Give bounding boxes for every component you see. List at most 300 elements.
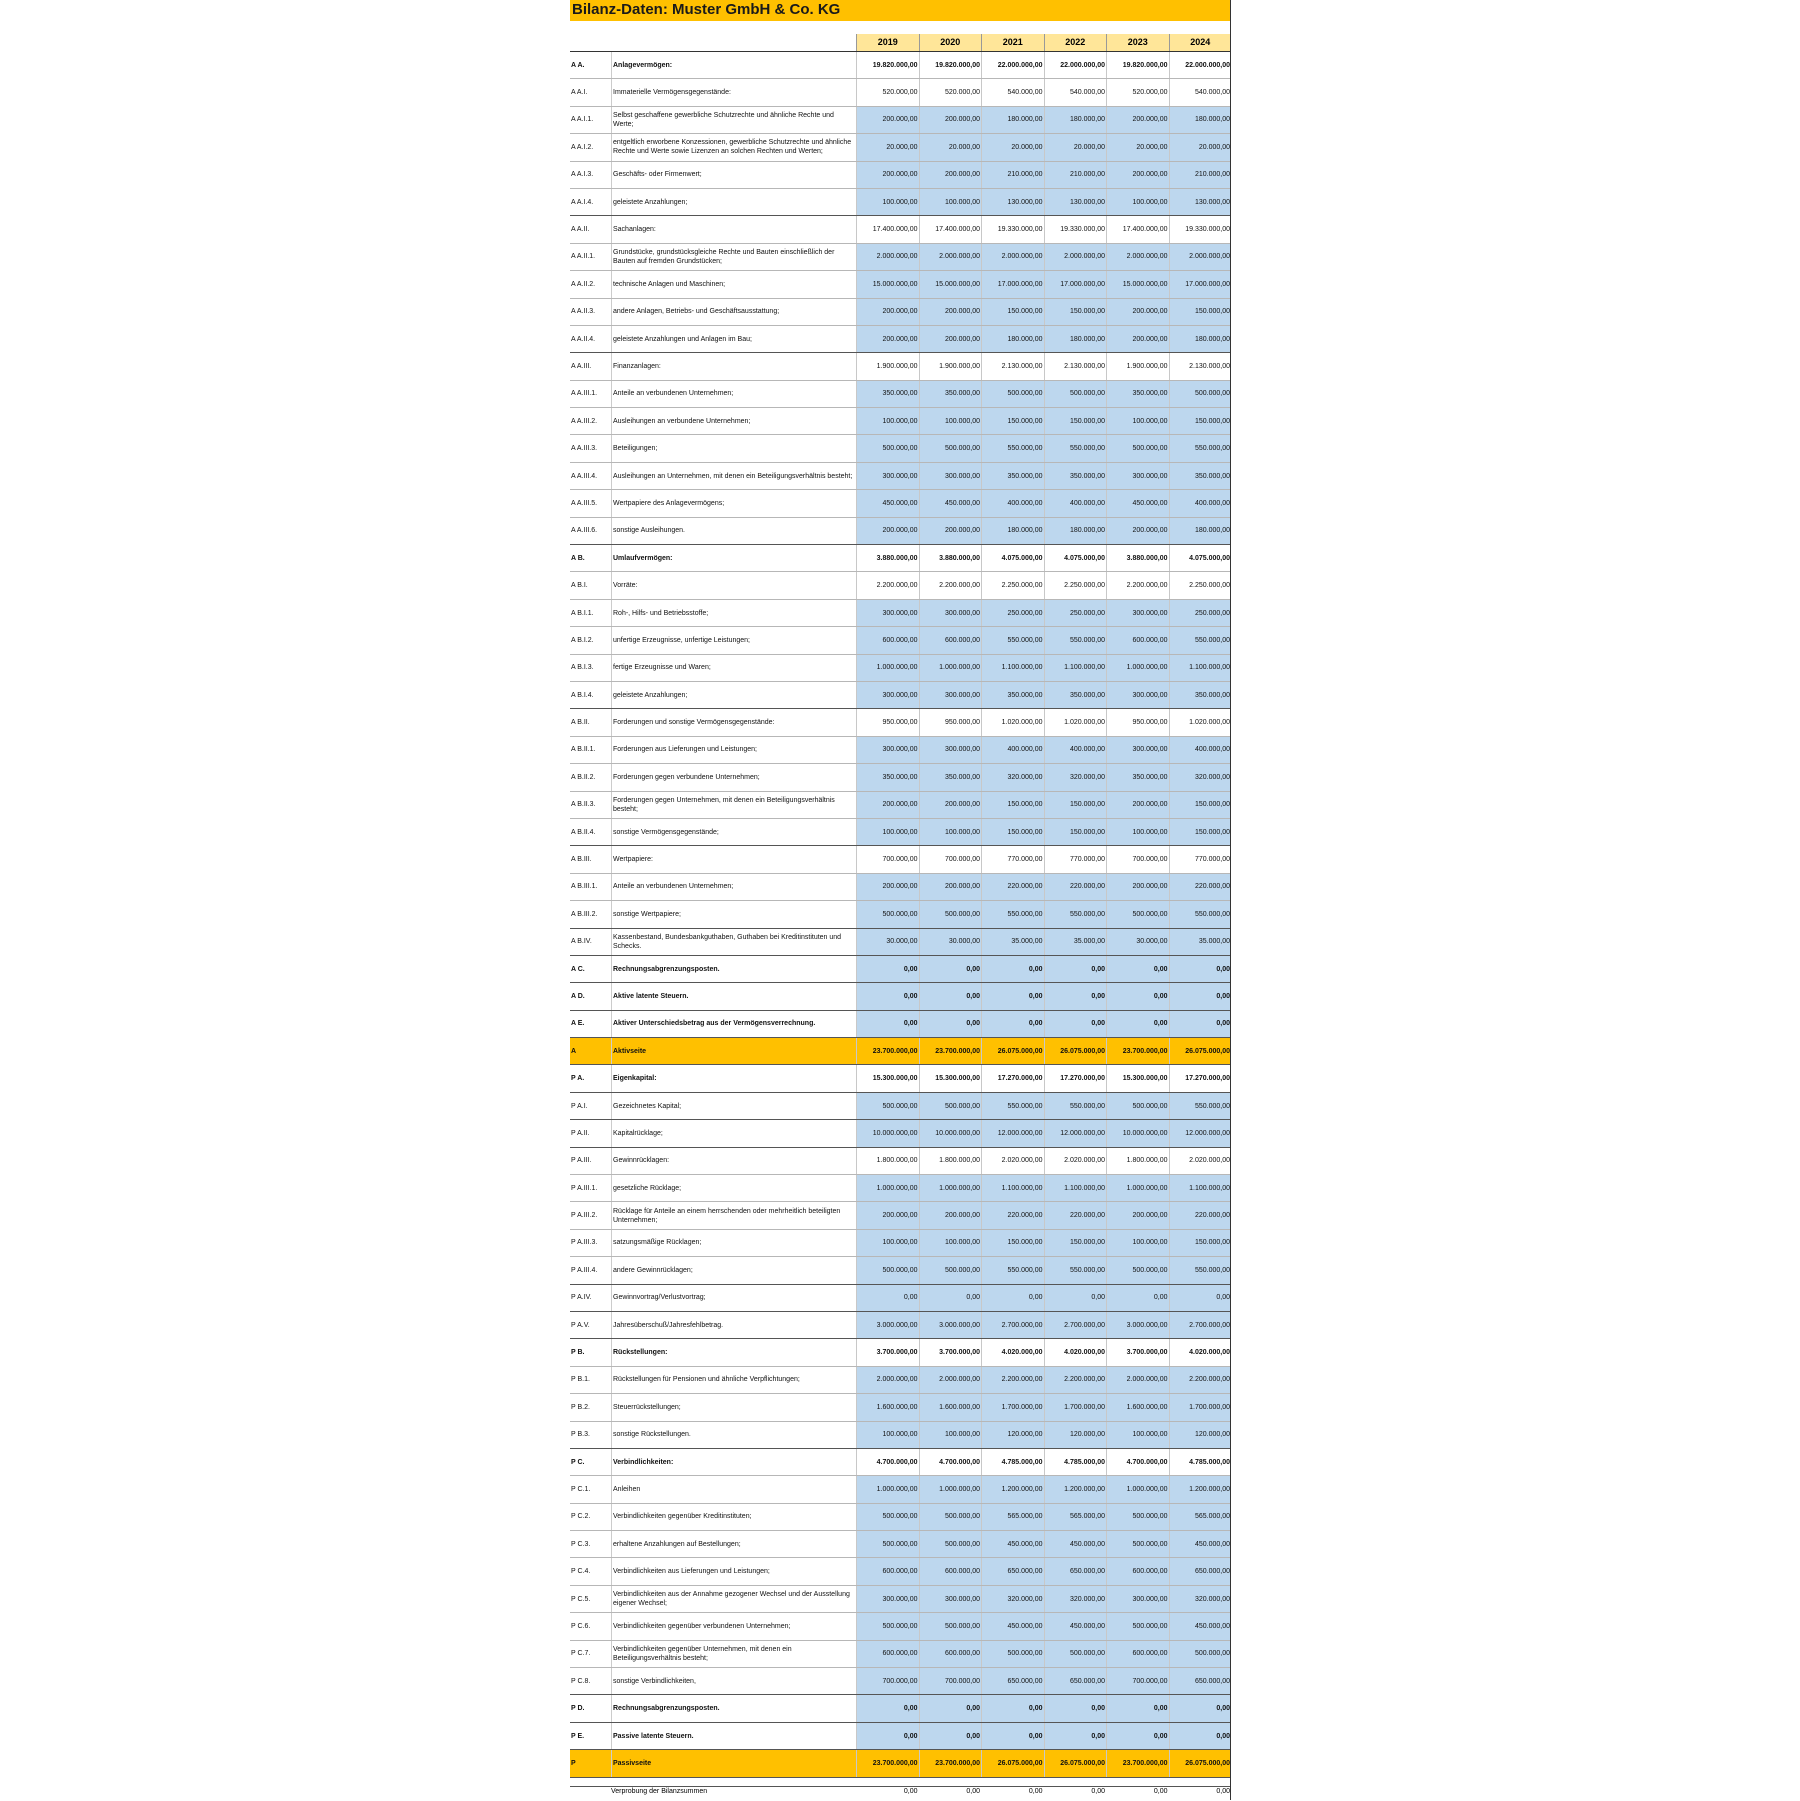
value-cell-2021[interactable]: 130.000,00 — [981, 189, 1044, 215]
value-cell-2022[interactable]: 0,00 — [1044, 1723, 1107, 1749]
row-code[interactable]: P C.8. — [571, 1677, 591, 1685]
row-code[interactable]: P A.IV. — [571, 1294, 592, 1302]
row-code[interactable]: A D. — [571, 992, 585, 1000]
value-cell-2019[interactable]: 500.000,00 — [856, 435, 919, 461]
row-label[interactable]: gesetzliche Rücklage; — [611, 1175, 856, 1201]
row-label[interactable]: Verbindlichkeiten: — [611, 1449, 856, 1475]
value-cell-2019[interactable]: 500.000,00 — [856, 1613, 919, 1639]
value-cell-2022[interactable]: 26.075.000,00 — [1044, 1750, 1107, 1776]
value-cell-2022[interactable]: 2.250.000,00 — [1044, 572, 1107, 598]
value-cell-2023[interactable]: 2.200.000,00 — [1106, 572, 1169, 598]
value-cell-2020[interactable]: 19.820.000,00 — [919, 52, 982, 78]
value-cell-2019[interactable]: 200.000,00 — [856, 518, 919, 544]
value-cell-2022[interactable]: 150.000,00 — [1044, 792, 1107, 818]
value-cell-2022[interactable]: 180.000,00 — [1044, 518, 1107, 544]
year-header-2023[interactable]: 2023 — [1106, 34, 1169, 51]
value-cell-2022[interactable]: 650.000,00 — [1044, 1558, 1107, 1584]
value-cell-2024[interactable]: 180.000,00 — [1169, 326, 1232, 352]
value-cell-2021[interactable]: 2.130.000,00 — [981, 353, 1044, 379]
value-cell-2022[interactable]: 180.000,00 — [1044, 107, 1107, 133]
row-label[interactable]: Passivseite — [611, 1750, 856, 1776]
value-cell-2019[interactable]: 700.000,00 — [856, 1668, 919, 1694]
value-cell-2019[interactable]: 1.000.000,00 — [856, 1175, 919, 1201]
row-label[interactable]: andere Anlagen, Betriebs- und Geschäftsausstattung; — [611, 299, 856, 325]
value-cell-2021[interactable]: 540.000,00 — [981, 79, 1044, 105]
row-code[interactable]: A A.III.4. — [571, 472, 598, 480]
value-cell-2021[interactable]: 450.000,00 — [981, 1613, 1044, 1639]
row-label[interactable]: Anteile an verbundenen Unternehmen; — [611, 381, 856, 407]
value-cell-2022[interactable]: 150.000,00 — [1044, 1230, 1107, 1256]
value-cell-2021[interactable]: 650.000,00 — [981, 1558, 1044, 1584]
row-code[interactable]: A A.II.3. — [571, 308, 596, 316]
value-cell-2022[interactable]: 550.000,00 — [1044, 1257, 1107, 1283]
row-code[interactable]: A A.I.2. — [571, 143, 594, 151]
value-cell-2024[interactable]: 180.000,00 — [1169, 107, 1232, 133]
value-cell-2019[interactable]: 350.000,00 — [856, 381, 919, 407]
value-cell-2020[interactable]: 200.000,00 — [919, 874, 982, 900]
value-cell-2023[interactable]: 3.000.000,00 — [1106, 1312, 1169, 1338]
value-cell-2024[interactable]: 400.000,00 — [1169, 490, 1232, 516]
value-cell-2023[interactable]: 450.000,00 — [1106, 490, 1169, 516]
value-cell-2020[interactable]: 500.000,00 — [919, 1093, 982, 1119]
row-code[interactable]: P C. — [571, 1458, 585, 1466]
value-cell-2023[interactable]: 2.000.000,00 — [1106, 1367, 1169, 1393]
value-cell-2023[interactable]: 0,00 — [1106, 983, 1169, 1009]
value-cell-2024[interactable]: 250.000,00 — [1169, 600, 1232, 626]
value-cell-2020[interactable]: 600.000,00 — [919, 1558, 982, 1584]
value-cell-2021[interactable]: 350.000,00 — [981, 463, 1044, 489]
value-cell-2021[interactable]: 26.075.000,00 — [981, 1038, 1044, 1064]
value-cell-2020[interactable]: 200.000,00 — [919, 107, 982, 133]
year-header-2021[interactable]: 2021 — [981, 34, 1044, 51]
check-value-2023[interactable]: 0,00 — [1153, 1788, 1168, 1795]
value-cell-2020[interactable]: 23.700.000,00 — [919, 1750, 982, 1776]
row-label[interactable]: Anlagevermögen: — [611, 52, 856, 78]
row-code[interactable]: A E. — [571, 1020, 585, 1028]
year-header-2022[interactable]: 2022 — [1044, 34, 1107, 51]
row-code[interactable]: A A.III.3. — [571, 445, 598, 453]
row-label[interactable]: Umlaufvermögen: — [611, 545, 856, 571]
value-cell-2020[interactable]: 20.000,00 — [919, 134, 982, 160]
row-label[interactable]: Verbindlichkeiten aus der Annahme gezogener Wechsel und der Ausstellung eigener Wechsel; — [611, 1586, 856, 1612]
row-label[interactable]: Wertpapiere: — [611, 846, 856, 872]
row-label[interactable]: Kapitalrücklage; — [611, 1120, 856, 1146]
value-cell-2022[interactable]: 350.000,00 — [1044, 463, 1107, 489]
row-code[interactable]: A A.II.2. — [571, 280, 596, 288]
value-cell-2019[interactable]: 950.000,00 — [856, 709, 919, 735]
value-cell-2020[interactable]: 500.000,00 — [919, 1257, 982, 1283]
value-cell-2024[interactable]: 400.000,00 — [1169, 737, 1232, 763]
row-label[interactable]: Rückstellungen für Pensionen und ähnliche Verpflichtungen; — [611, 1367, 856, 1393]
value-cell-2019[interactable]: 0,00 — [856, 1723, 919, 1749]
row-code[interactable]: A B. — [571, 554, 585, 562]
value-cell-2019[interactable]: 500.000,00 — [856, 1257, 919, 1283]
value-cell-2024[interactable]: 500.000,00 — [1169, 381, 1232, 407]
value-cell-2024[interactable]: 35.000,00 — [1169, 929, 1232, 955]
row-label[interactable]: Finanzanlagen: — [611, 353, 856, 379]
value-cell-2023[interactable]: 300.000,00 — [1106, 737, 1169, 763]
row-label[interactable]: sonstige Ausleihungen. — [611, 518, 856, 544]
value-cell-2020[interactable]: 500.000,00 — [919, 435, 982, 461]
value-cell-2020[interactable]: 1.000.000,00 — [919, 1476, 982, 1502]
row-code[interactable]: P C.5. — [571, 1595, 591, 1603]
value-cell-2019[interactable]: 200.000,00 — [856, 874, 919, 900]
value-cell-2024[interactable]: 550.000,00 — [1169, 1093, 1232, 1119]
value-cell-2019[interactable]: 0,00 — [856, 1285, 919, 1311]
value-cell-2023[interactable]: 500.000,00 — [1106, 435, 1169, 461]
value-cell-2023[interactable]: 200.000,00 — [1106, 326, 1169, 352]
row-label[interactable]: andere Gewinnrücklagen; — [611, 1257, 856, 1283]
value-cell-2024[interactable]: 17.270.000,00 — [1169, 1065, 1232, 1091]
value-cell-2020[interactable]: 2.000.000,00 — [919, 1367, 982, 1393]
row-label[interactable]: Kassenbestand, Bundesbankguthaben, Guthaben bei Kreditinstituten und Schecks. — [611, 929, 856, 955]
value-cell-2019[interactable]: 520.000,00 — [856, 79, 919, 105]
value-cell-2023[interactable]: 15.300.000,00 — [1106, 1065, 1169, 1091]
value-cell-2019[interactable]: 700.000,00 — [856, 846, 919, 872]
value-cell-2021[interactable]: 550.000,00 — [981, 1257, 1044, 1283]
value-cell-2021[interactable]: 770.000,00 — [981, 846, 1044, 872]
row-code[interactable]: A A.III.5. — [571, 499, 598, 507]
value-cell-2024[interactable]: 26.075.000,00 — [1169, 1750, 1232, 1776]
value-cell-2019[interactable]: 0,00 — [856, 1695, 919, 1721]
value-cell-2019[interactable]: 350.000,00 — [856, 764, 919, 790]
row-label[interactable]: erhaltene Anzahlungen auf Bestellungen; — [611, 1531, 856, 1557]
value-cell-2024[interactable]: 180.000,00 — [1169, 518, 1232, 544]
value-cell-2024[interactable]: 2.700.000,00 — [1169, 1312, 1232, 1338]
row-code[interactable]: A B.I. — [571, 582, 588, 590]
value-cell-2021[interactable]: 0,00 — [981, 1285, 1044, 1311]
value-cell-2021[interactable]: 2.000.000,00 — [981, 244, 1044, 270]
value-cell-2024[interactable]: 210.000,00 — [1169, 162, 1232, 188]
value-cell-2020[interactable]: 0,00 — [919, 956, 982, 982]
value-cell-2021[interactable]: 19.330.000,00 — [981, 216, 1044, 242]
value-cell-2024[interactable]: 550.000,00 — [1169, 627, 1232, 653]
row-label[interactable]: Beteiligungen; — [611, 435, 856, 461]
row-label[interactable]: entgeltlich erworbene Konzessionen, gewerbliche Schutzrechte und ähnliche Rechte und Werte sowie Lizenzen an solchen Rechten und Werten; — [611, 134, 856, 160]
value-cell-2023[interactable]: 600.000,00 — [1106, 1641, 1169, 1667]
row-label[interactable]: Verbindlichkeiten gegenüber Kreditinstituten; — [611, 1504, 856, 1530]
value-cell-2023[interactable]: 200.000,00 — [1106, 162, 1169, 188]
value-cell-2021[interactable]: 4.020.000,00 — [981, 1339, 1044, 1365]
value-cell-2021[interactable]: 1.100.000,00 — [981, 655, 1044, 681]
check-value-2021[interactable]: 0,00 — [1028, 1788, 1043, 1795]
value-cell-2024[interactable]: 500.000,00 — [1169, 1641, 1232, 1667]
value-cell-2023[interactable]: 600.000,00 — [1106, 1558, 1169, 1584]
value-cell-2022[interactable]: 220.000,00 — [1044, 1202, 1107, 1228]
value-cell-2022[interactable]: 26.075.000,00 — [1044, 1038, 1107, 1064]
value-cell-2023[interactable]: 520.000,00 — [1106, 79, 1169, 105]
value-cell-2024[interactable]: 120.000,00 — [1169, 1422, 1232, 1448]
row-code[interactable]: P B.2. — [571, 1403, 590, 1411]
value-cell-2020[interactable]: 500.000,00 — [919, 1504, 982, 1530]
value-cell-2021[interactable]: 0,00 — [981, 1723, 1044, 1749]
value-cell-2020[interactable]: 200.000,00 — [919, 1202, 982, 1228]
value-cell-2024[interactable]: 26.075.000,00 — [1169, 1038, 1232, 1064]
row-code[interactable]: A A.III.6. — [571, 527, 598, 535]
row-label[interactable]: Gezeichnetes Kapital; — [611, 1093, 856, 1119]
value-cell-2022[interactable]: 2.130.000,00 — [1044, 353, 1107, 379]
row-code[interactable]: A B.III.1. — [571, 883, 598, 891]
value-cell-2020[interactable]: 1.600.000,00 — [919, 1394, 982, 1420]
row-label[interactable]: unfertige Erzeugnisse, unfertige Leistungen; — [611, 627, 856, 653]
row-code[interactable]: P C.2. — [571, 1513, 591, 1521]
check-value-2024[interactable]: 0,00 — [1216, 1788, 1230, 1795]
value-cell-2023[interactable]: 0,00 — [1106, 1723, 1169, 1749]
value-cell-2020[interactable]: 100.000,00 — [919, 819, 982, 845]
value-cell-2024[interactable]: 2.130.000,00 — [1169, 353, 1232, 379]
row-label[interactable]: sonstige Wertpapiere; — [611, 901, 856, 927]
value-cell-2021[interactable]: 180.000,00 — [981, 107, 1044, 133]
value-cell-2023[interactable]: 300.000,00 — [1106, 1586, 1169, 1612]
value-cell-2024[interactable]: 650.000,00 — [1169, 1558, 1232, 1584]
row-code[interactable]: A C. — [571, 965, 585, 973]
value-cell-2024[interactable]: 4.075.000,00 — [1169, 545, 1232, 571]
value-cell-2023[interactable]: 1.600.000,00 — [1106, 1394, 1169, 1420]
row-code[interactable]: P C.7. — [571, 1650, 591, 1658]
value-cell-2022[interactable]: 17.000.000,00 — [1044, 271, 1107, 297]
value-cell-2022[interactable]: 0,00 — [1044, 1285, 1107, 1311]
value-cell-2019[interactable]: 15.300.000,00 — [856, 1065, 919, 1091]
row-label[interactable]: Immaterielle Vermögensgegenstände: — [611, 79, 856, 105]
value-cell-2019[interactable]: 200.000,00 — [856, 299, 919, 325]
value-cell-2019[interactable]: 3.880.000,00 — [856, 545, 919, 571]
value-cell-2020[interactable]: 1.900.000,00 — [919, 353, 982, 379]
row-code[interactable]: A B.I.2. — [571, 636, 594, 644]
value-cell-2020[interactable]: 300.000,00 — [919, 463, 982, 489]
value-cell-2021[interactable]: 150.000,00 — [981, 792, 1044, 818]
row-code[interactable]: A — [571, 1047, 577, 1055]
value-cell-2021[interactable]: 17.270.000,00 — [981, 1065, 1044, 1091]
value-cell-2019[interactable]: 300.000,00 — [856, 600, 919, 626]
value-cell-2023[interactable]: 2.000.000,00 — [1106, 244, 1169, 270]
value-cell-2019[interactable]: 1.000.000,00 — [856, 1476, 919, 1502]
value-cell-2021[interactable]: 550.000,00 — [981, 627, 1044, 653]
value-cell-2019[interactable]: 1.900.000,00 — [856, 353, 919, 379]
value-cell-2019[interactable]: 200.000,00 — [856, 1202, 919, 1228]
value-cell-2020[interactable]: 500.000,00 — [919, 1531, 982, 1557]
value-cell-2020[interactable]: 200.000,00 — [919, 162, 982, 188]
value-cell-2022[interactable]: 500.000,00 — [1044, 381, 1107, 407]
value-cell-2021[interactable]: 250.000,00 — [981, 600, 1044, 626]
value-cell-2019[interactable]: 1.000.000,00 — [856, 655, 919, 681]
value-cell-2020[interactable]: 1.800.000,00 — [919, 1148, 982, 1174]
value-cell-2022[interactable]: 20.000,00 — [1044, 134, 1107, 160]
value-cell-2020[interactable]: 3.700.000,00 — [919, 1339, 982, 1365]
value-cell-2024[interactable]: 12.000.000,00 — [1169, 1120, 1232, 1146]
value-cell-2019[interactable]: 500.000,00 — [856, 901, 919, 927]
value-cell-2019[interactable]: 300.000,00 — [856, 682, 919, 708]
value-cell-2023[interactable]: 200.000,00 — [1106, 518, 1169, 544]
value-cell-2024[interactable]: 220.000,00 — [1169, 874, 1232, 900]
value-cell-2022[interactable]: 150.000,00 — [1044, 408, 1107, 434]
value-cell-2019[interactable]: 500.000,00 — [856, 1504, 919, 1530]
value-cell-2022[interactable]: 500.000,00 — [1044, 1641, 1107, 1667]
value-cell-2020[interactable]: 100.000,00 — [919, 408, 982, 434]
value-cell-2020[interactable]: 300.000,00 — [919, 600, 982, 626]
row-code[interactable]: A B.IV. — [571, 938, 592, 946]
row-code[interactable]: A B.II.4. — [571, 828, 596, 836]
value-cell-2019[interactable]: 200.000,00 — [856, 792, 919, 818]
value-cell-2022[interactable]: 550.000,00 — [1044, 627, 1107, 653]
value-cell-2024[interactable]: 22.000.000,00 — [1169, 52, 1232, 78]
value-cell-2023[interactable]: 3.880.000,00 — [1106, 545, 1169, 571]
year-header-2020[interactable]: 2020 — [919, 34, 982, 51]
value-cell-2019[interactable]: 1.800.000,00 — [856, 1148, 919, 1174]
value-cell-2024[interactable]: 150.000,00 — [1169, 1230, 1232, 1256]
value-cell-2023[interactable]: 350.000,00 — [1106, 381, 1169, 407]
value-cell-2023[interactable]: 300.000,00 — [1106, 682, 1169, 708]
value-cell-2019[interactable]: 20.000,00 — [856, 134, 919, 160]
value-cell-2021[interactable]: 2.020.000,00 — [981, 1148, 1044, 1174]
value-cell-2020[interactable]: 600.000,00 — [919, 627, 982, 653]
value-cell-2020[interactable]: 3.880.000,00 — [919, 545, 982, 571]
row-code[interactable]: P A.III.4. — [571, 1266, 598, 1274]
value-cell-2019[interactable]: 15.000.000,00 — [856, 271, 919, 297]
value-cell-2021[interactable]: 220.000,00 — [981, 1202, 1044, 1228]
value-cell-2020[interactable]: 0,00 — [919, 1695, 982, 1721]
value-cell-2024[interactable]: 540.000,00 — [1169, 79, 1232, 105]
value-cell-2022[interactable]: 450.000,00 — [1044, 1613, 1107, 1639]
value-cell-2022[interactable]: 17.270.000,00 — [1044, 1065, 1107, 1091]
row-label[interactable]: Ausleihungen an Unternehmen, mit denen ein Beteiligungsverhältnis besteht; — [611, 463, 856, 489]
value-cell-2020[interactable]: 300.000,00 — [919, 737, 982, 763]
value-cell-2021[interactable]: 150.000,00 — [981, 1230, 1044, 1256]
value-cell-2022[interactable]: 4.020.000,00 — [1044, 1339, 1107, 1365]
value-cell-2020[interactable]: 2.200.000,00 — [919, 572, 982, 598]
value-cell-2022[interactable]: 350.000,00 — [1044, 682, 1107, 708]
value-cell-2020[interactable]: 0,00 — [919, 1285, 982, 1311]
value-cell-2020[interactable]: 200.000,00 — [919, 518, 982, 544]
value-cell-2021[interactable]: 220.000,00 — [981, 874, 1044, 900]
value-cell-2020[interactable]: 350.000,00 — [919, 764, 982, 790]
value-cell-2021[interactable]: 400.000,00 — [981, 737, 1044, 763]
value-cell-2023[interactable]: 17.400.000,00 — [1106, 216, 1169, 242]
row-code[interactable]: P A.I. — [571, 1102, 588, 1110]
row-label[interactable]: Rechnungsabgrenzungsposten. — [611, 1695, 856, 1721]
value-cell-2022[interactable]: 12.000.000,00 — [1044, 1120, 1107, 1146]
value-cell-2021[interactable]: 12.000.000,00 — [981, 1120, 1044, 1146]
value-cell-2023[interactable]: 23.700.000,00 — [1106, 1750, 1169, 1776]
value-cell-2024[interactable]: 1.200.000,00 — [1169, 1476, 1232, 1502]
row-code[interactable]: P D. — [571, 1705, 585, 1713]
value-cell-2019[interactable]: 100.000,00 — [856, 819, 919, 845]
row-label[interactable]: Sachanlagen: — [611, 216, 856, 242]
value-cell-2024[interactable]: 130.000,00 — [1169, 189, 1232, 215]
row-label[interactable]: Rücklage für Anteile an einem herrschenden oder mehrheitlich beteiligten Unternehmen; — [611, 1202, 856, 1228]
value-cell-2022[interactable]: 220.000,00 — [1044, 874, 1107, 900]
value-cell-2020[interactable]: 15.300.000,00 — [919, 1065, 982, 1091]
value-cell-2021[interactable]: 0,00 — [981, 1695, 1044, 1721]
value-cell-2023[interactable]: 200.000,00 — [1106, 107, 1169, 133]
value-cell-2024[interactable]: 2.250.000,00 — [1169, 572, 1232, 598]
value-cell-2022[interactable]: 150.000,00 — [1044, 819, 1107, 845]
value-cell-2022[interactable]: 19.330.000,00 — [1044, 216, 1107, 242]
row-label[interactable]: Roh-, Hilfs- und Betriebsstoffe; — [611, 600, 856, 626]
value-cell-2021[interactable]: 550.000,00 — [981, 1093, 1044, 1119]
row-label[interactable]: Rechnungsabgrenzungsposten. — [611, 956, 856, 982]
value-cell-2021[interactable]: 650.000,00 — [981, 1668, 1044, 1694]
value-cell-2019[interactable]: 200.000,00 — [856, 107, 919, 133]
value-cell-2021[interactable]: 320.000,00 — [981, 764, 1044, 790]
row-label[interactable]: Ausleihungen an verbundene Unternehmen; — [611, 408, 856, 434]
value-cell-2022[interactable]: 550.000,00 — [1044, 435, 1107, 461]
row-label[interactable]: Eigenkapital: — [611, 1065, 856, 1091]
value-cell-2023[interactable]: 500.000,00 — [1106, 1613, 1169, 1639]
value-cell-2019[interactable]: 30.000,00 — [856, 929, 919, 955]
value-cell-2020[interactable]: 100.000,00 — [919, 1230, 982, 1256]
row-code[interactable]: A A.II. — [571, 226, 590, 234]
row-label[interactable]: technische Anlagen und Maschinen; — [611, 271, 856, 297]
value-cell-2022[interactable]: 1.700.000,00 — [1044, 1394, 1107, 1420]
row-code[interactable]: P — [571, 1759, 576, 1767]
value-cell-2023[interactable]: 500.000,00 — [1106, 1093, 1169, 1119]
row-code[interactable]: P A.III.1. — [571, 1184, 598, 1192]
value-cell-2021[interactable]: 4.785.000,00 — [981, 1449, 1044, 1475]
value-cell-2022[interactable]: 0,00 — [1044, 1695, 1107, 1721]
value-cell-2024[interactable]: 150.000,00 — [1169, 299, 1232, 325]
value-cell-2019[interactable]: 3.700.000,00 — [856, 1339, 919, 1365]
row-label[interactable]: Gewinnvortrag/Verlustvortrag; — [611, 1285, 856, 1311]
value-cell-2022[interactable]: 150.000,00 — [1044, 299, 1107, 325]
value-cell-2024[interactable]: 1.100.000,00 — [1169, 655, 1232, 681]
row-label[interactable]: geleistete Anzahlungen und Anlagen im Bau; — [611, 326, 856, 352]
row-code[interactable]: A B.II. — [571, 719, 590, 727]
row-code[interactable]: P A.III.3. — [571, 1239, 598, 1247]
value-cell-2021[interactable]: 565.000,00 — [981, 1504, 1044, 1530]
row-code[interactable]: A B.II.1. — [571, 746, 596, 754]
value-cell-2021[interactable]: 17.000.000,00 — [981, 271, 1044, 297]
value-cell-2019[interactable]: 450.000,00 — [856, 490, 919, 516]
value-cell-2021[interactable]: 400.000,00 — [981, 490, 1044, 516]
value-cell-2022[interactable]: 0,00 — [1044, 956, 1107, 982]
value-cell-2022[interactable]: 210.000,00 — [1044, 162, 1107, 188]
value-cell-2020[interactable]: 3.000.000,00 — [919, 1312, 982, 1338]
value-cell-2023[interactable]: 23.700.000,00 — [1106, 1038, 1169, 1064]
value-cell-2023[interactable]: 500.000,00 — [1106, 1531, 1169, 1557]
value-cell-2022[interactable]: 320.000,00 — [1044, 764, 1107, 790]
row-code[interactable]: A B.II.3. — [571, 801, 596, 809]
value-cell-2022[interactable]: 180.000,00 — [1044, 326, 1107, 352]
row-label[interactable]: Selbst geschaffene gewerbliche Schutzrechte und ähnliche Rechte und Werte; — [611, 107, 856, 133]
value-cell-2019[interactable]: 3.000.000,00 — [856, 1312, 919, 1338]
value-cell-2020[interactable]: 500.000,00 — [919, 1613, 982, 1639]
value-cell-2021[interactable]: 450.000,00 — [981, 1531, 1044, 1557]
value-cell-2019[interactable]: 600.000,00 — [856, 1558, 919, 1584]
row-code[interactable]: P C.6. — [571, 1622, 591, 1630]
row-code[interactable]: A A.I.1. — [571, 116, 594, 124]
value-cell-2023[interactable]: 300.000,00 — [1106, 463, 1169, 489]
value-cell-2024[interactable]: 150.000,00 — [1169, 792, 1232, 818]
value-cell-2022[interactable]: 250.000,00 — [1044, 600, 1107, 626]
row-code[interactable]: A A. — [571, 61, 585, 69]
year-header-2024[interactable]: 2024 — [1169, 34, 1232, 51]
value-cell-2019[interactable]: 1.600.000,00 — [856, 1394, 919, 1420]
value-cell-2019[interactable]: 200.000,00 — [856, 326, 919, 352]
row-code[interactable]: P A.V. — [571, 1321, 590, 1329]
row-label[interactable]: Forderungen gegen verbundene Unternehmen; — [611, 764, 856, 790]
value-cell-2024[interactable]: 17.000.000,00 — [1169, 271, 1232, 297]
value-cell-2020[interactable]: 500.000,00 — [919, 901, 982, 927]
value-cell-2022[interactable]: 400.000,00 — [1044, 490, 1107, 516]
value-cell-2019[interactable]: 2.000.000,00 — [856, 244, 919, 270]
value-cell-2021[interactable]: 1.200.000,00 — [981, 1476, 1044, 1502]
value-cell-2021[interactable]: 35.000,00 — [981, 929, 1044, 955]
value-cell-2021[interactable]: 550.000,00 — [981, 435, 1044, 461]
row-label[interactable]: Verbindlichkeiten aus Lieferungen und Leistungen; — [611, 1558, 856, 1584]
value-cell-2023[interactable]: 0,00 — [1106, 1695, 1169, 1721]
row-code[interactable]: A A.III. — [571, 362, 592, 370]
value-cell-2023[interactable]: 1.900.000,00 — [1106, 353, 1169, 379]
